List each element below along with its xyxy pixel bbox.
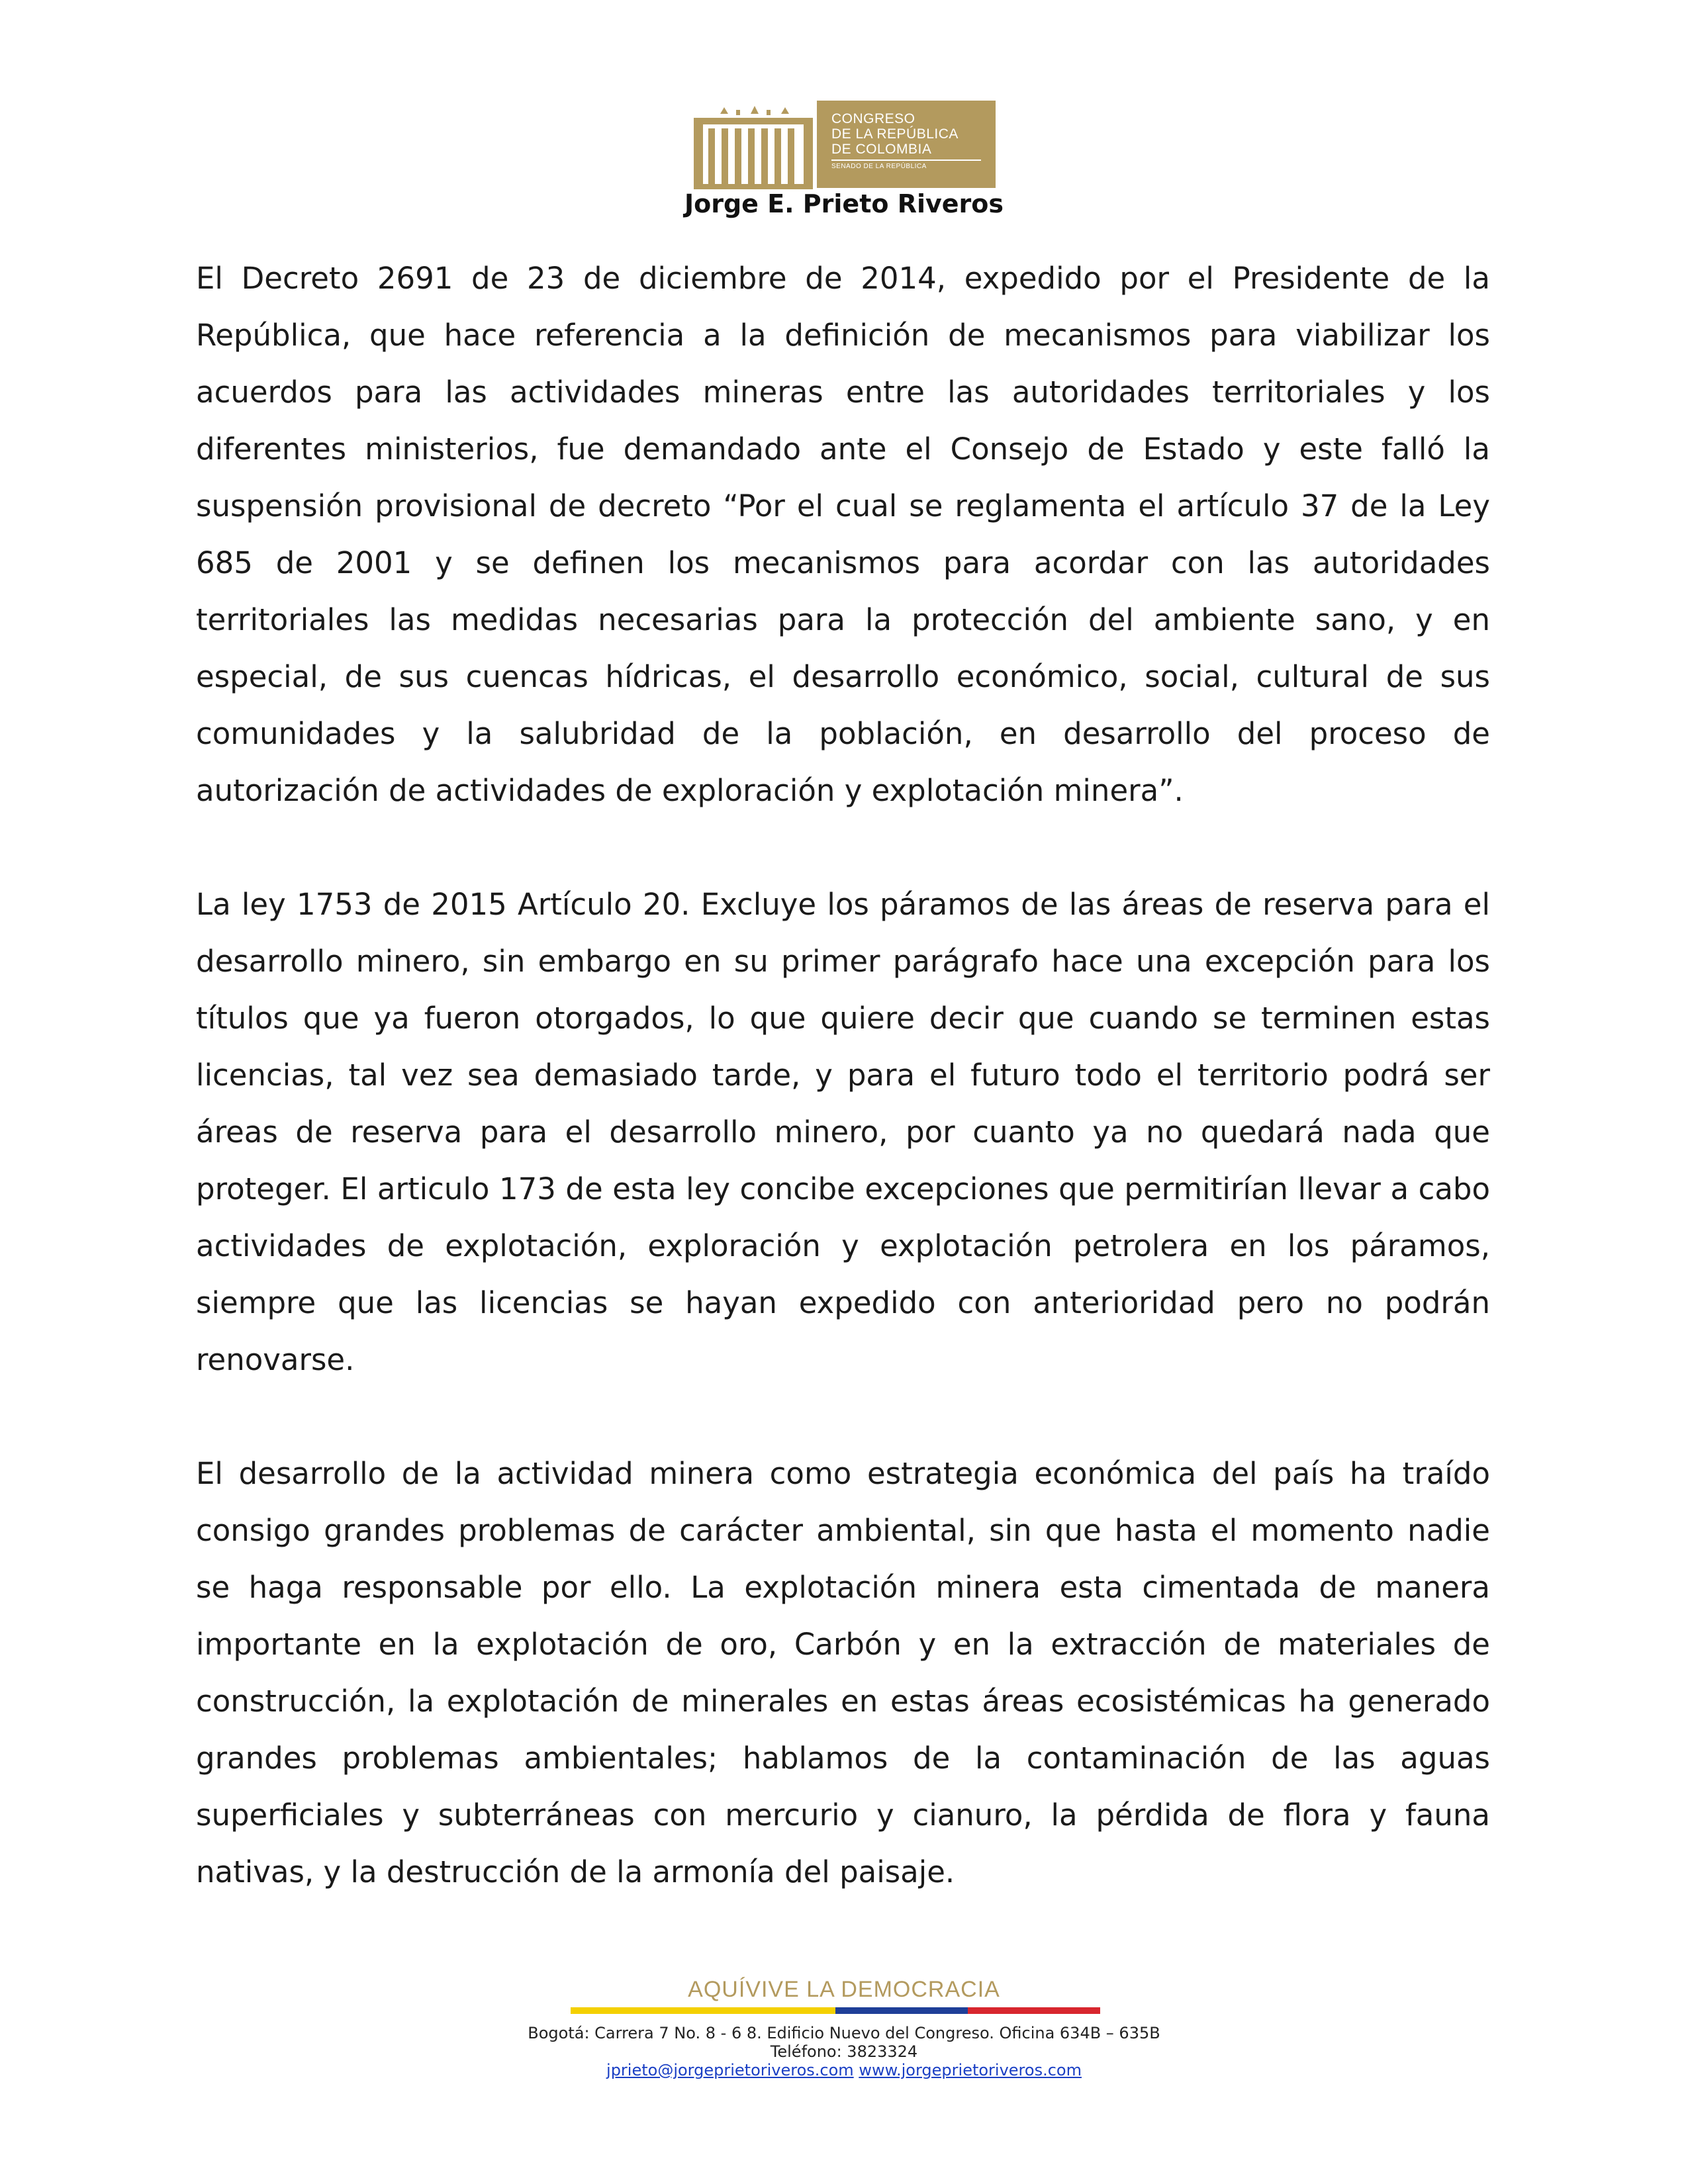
footer-links (0, 2061, 1688, 2079)
footer-address: Bogotá: Carrera 7 No. 8 - 6 8. Edificio Nuevo del Congreso. Oficina 634B – 635B (528, 2024, 1160, 2042)
congress-logo (694, 99, 996, 189)
author-name: Jorge E. Prieto Riveros (684, 189, 1004, 218)
website-link[interactable]: www.jorgeprietoriveros.com (859, 2061, 1082, 2079)
logo-line-1: CONGRESO (831, 111, 915, 126)
paragraph-decreto-2691: El Decreto 2691 de 23 de diciembre de 2014, expedido por el Presidente de la República, que hace referencia a la definición de mecanismos para viabilizar los acuerdos para las actividades mineras entre las autoridades territoriales y los diferentes ministerios, fue demandado ante el Consejo de Estado y este falló la suspensión provisional de decreto “Por el cual se reglamenta el artículo 37 de la Ley 685 de 2001 y se definen los mecanismos para acordar con las autoridades territoriales las medidas necesarias para la protección del ambiente sano, y en especial, de sus cuencas hídricas, el desarrollo económico, social, cultural de sus comunidades y la salubridad de la población, en desarrollo del proceso de autorización de actividades de exploración y explotación minera”. (196, 261, 1490, 808)
email-link[interactable]: jprieto@jorgeprietoriveros.com (606, 2061, 854, 2079)
logo-line-3: DE COLOMBIA (831, 142, 932, 157)
flag-band-yellow (571, 2007, 835, 2014)
capitol-building-icon (694, 99, 813, 189)
logo-subline: SENADO DE LA REPÚBLICA (831, 163, 927, 170)
footer-phone: Teléfono: 3823324 (770, 2042, 918, 2061)
logo-plate (817, 101, 996, 188)
footer-slogan: AQUÍVIVE LA DEMOCRACIA (688, 1977, 1000, 2002)
document-body (196, 250, 1490, 1958)
paragraph-ley-1753: La ley 1753 de 2015 Artículo 20. Excluye los páramos de las áreas de reserva para el desarrollo minero, sin embargo en su primer parágrafo hace una excepción para los títulos que ya fueron otorgados, lo que quiere decir que cuando se terminen estas licencias, tal vez sea demasiado tarde, y para el futuro todo el territorio podrá ser áreas de reserva para el desarrollo minero, por cuanto ya no quedará nada que proteger. El articulo 173 de esta ley concibe excepciones que permitirían llevar a cabo actividades de explotación, exploración y explotación petrolera en los páramos, siempre que las licencias se hayan expedido con anterioridad pero no podrán renovarse. (196, 887, 1490, 1377)
paragraph-actividad-minera: El desarrollo de la actividad minera como estrategia económica del país ha traído consigo grandes problemas de carácter ambiental, sin que hasta el momento nadie se haga responsable por ello. La explotación minera esta cimentada de manera importante en la explotación de oro, Carbón y en la extracción de materiales de construcción, la explotación de minerales en estas áreas ecosistémicas ha generado grandes problemas ambientales; hablamos de la contaminación de las aguas superficiales y subterráneas con mercurio y cianuro, la pérdida de flora y fauna nativas, y la destrucción de la armonía del paisaje. (196, 1456, 1490, 1889)
flag-stripe (571, 2007, 1100, 2014)
logo-divider (831, 159, 981, 161)
flag-band-red (968, 2007, 1100, 2014)
logo-line-2: DE LA REPÚBLICA (831, 126, 959, 142)
flag-band-blue (835, 2007, 968, 2014)
